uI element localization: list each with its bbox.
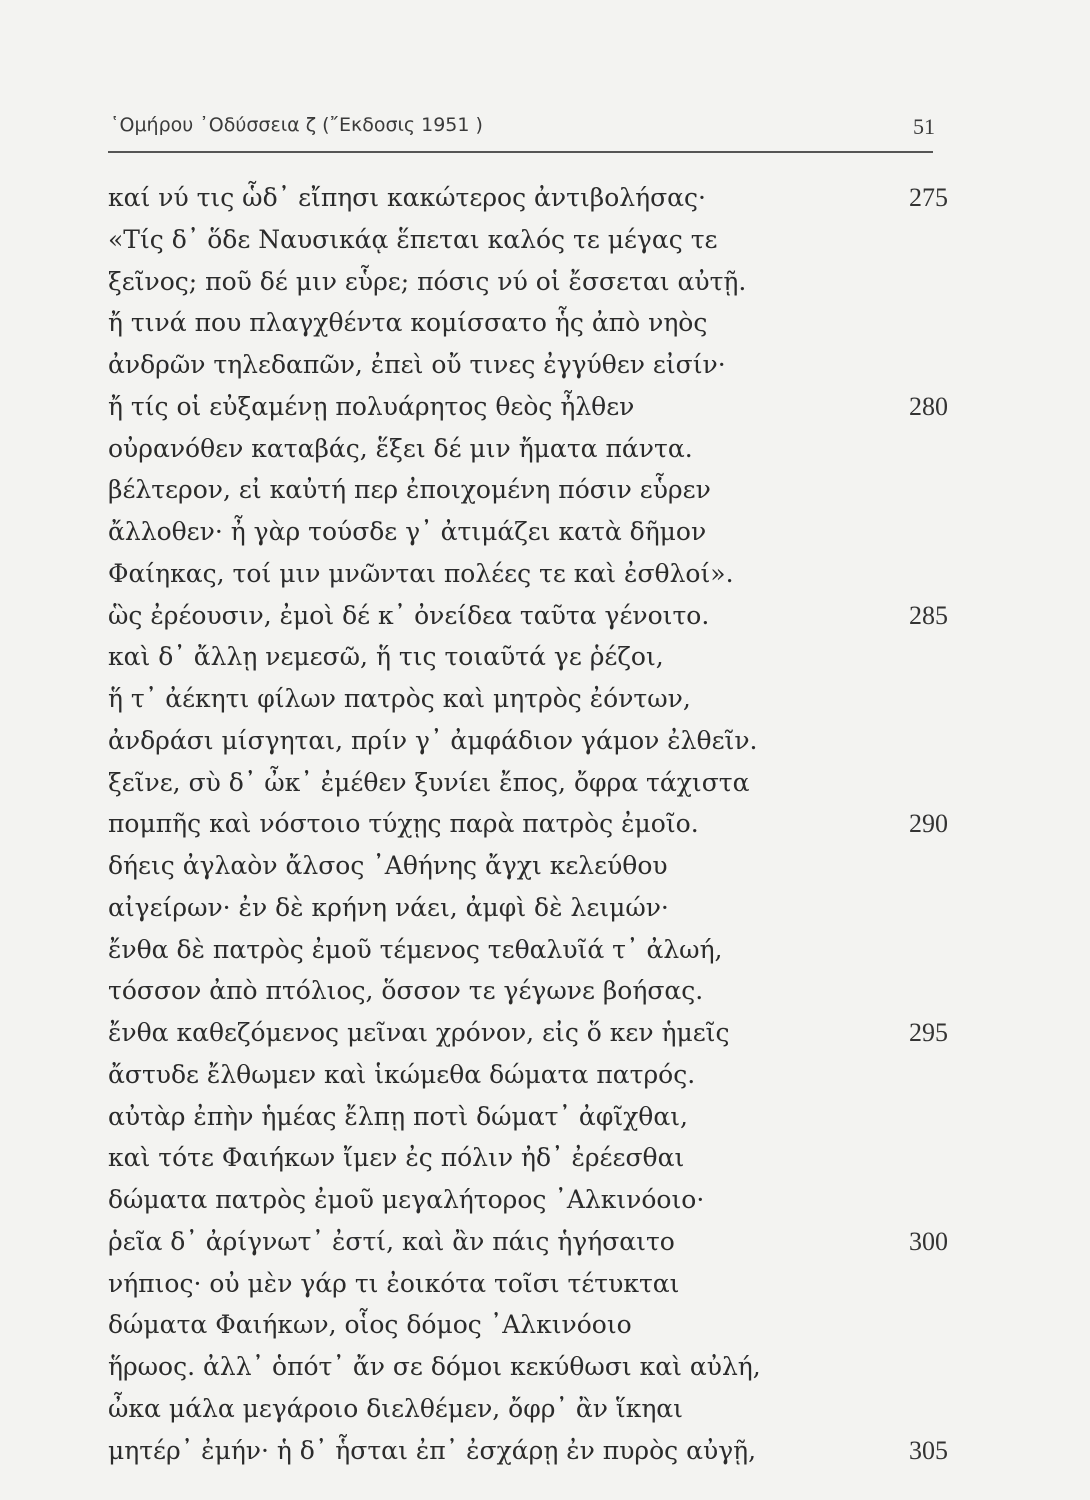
verse-text: πομπῆς καὶ νόστοιο τύχῃς παρὰ πατρὸς ἐμοῖο. <box>108 809 699 839</box>
verse-text: «Τίς δ᾿ ὅδε Ναυσικάᾳ ἕπεται καλός τε μέγας τε <box>108 224 718 254</box>
verse-line <box>108 1141 948 1183</box>
verse-line <box>108 265 948 307</box>
verse-line <box>108 849 948 891</box>
verse-text: βέλτερον, εἰ καὐτή περ ἐποιχομένη πόσιν εὗρεν <box>108 475 711 505</box>
verse-text: ἤ τινά που πλαγχθέντα κομίσσατο ἧς ἀπὸ νηὸς <box>108 308 708 338</box>
line-number: 275 <box>909 183 948 212</box>
verse-text: ὦκα μάλα μεγάροιο διελθέμεν, ὄφρ᾿ ἂν ἵκηαι <box>108 1393 683 1423</box>
verse-text: ἔνθα δὲ πατρὸς ἐμοῦ τέμενος τεθαλυῖά τ᾿ ἀλωή, <box>108 934 723 964</box>
verse-line <box>108 974 948 1016</box>
verse-line <box>108 348 948 390</box>
verse-line <box>108 640 948 682</box>
verse-line <box>108 557 948 599</box>
verse-line <box>108 766 948 808</box>
verse-text: ξεῖνε, σὺ δ᾿ ὦκ᾿ ἐμέθεν ξυνίει ἔπος, ὄφρα τάχιστα <box>108 767 750 797</box>
verse-line <box>108 891 948 933</box>
verse-text: ἥρωος. ἀλλ᾿ ὁπότ᾿ ἄν σε δόμοι κεκύθωσι καὶ αὐλή, <box>108 1352 761 1381</box>
verse-text: ἤ τίς οἱ εὐξαμένῃ πολυάρητος θεὸς ἦλθεν <box>108 391 635 421</box>
line-number: 305 <box>909 1435 948 1465</box>
verse-line <box>108 807 948 849</box>
verse-text: νήπιος· οὐ μὲν γάρ τι ἐοικότα τοῖσι τέτυκται <box>108 1268 680 1298</box>
verse-text: ξεῖνος; ποῦ δέ μιν εὗρε; πόσις νύ οἱ ἔσσεται αὐτῇ. <box>108 266 747 296</box>
verse-text: αὐτὰρ ἐπὴν ἡμέας ἔλπῃ ποτὶ δώματ᾿ ἀφῖχθαι, <box>108 1101 688 1131</box>
verse-line <box>108 724 948 766</box>
running-header <box>110 114 935 146</box>
verse-text: καὶ τότε Φαιήκων ἴμεν ἐς πόλιν ἠδ᾿ ἐρέεσθαι <box>108 1143 685 1173</box>
verse-block <box>108 181 948 1475</box>
verse-text: καί νύ τις ὧδ᾿ εἴπησι κακώτερος ἀντιβολήσας· <box>108 183 706 212</box>
verse-line <box>108 1392 948 1434</box>
verse-line <box>108 1100 948 1142</box>
verse-line <box>108 1434 948 1476</box>
verse-text: ἄλλοθεν· ἦ γὰρ τούσδε γ᾿ ἀτιμάζει κατὰ δῆμον <box>108 517 707 546</box>
verse-line <box>108 306 948 348</box>
verse-line <box>108 432 948 474</box>
header-title: ῾Ομήρου ᾿Οδύσσεια ζ (῎Εκδοσις 1951 ) <box>110 114 483 136</box>
verse-text: ἀνδρῶν τηλεδαπῶν, ἐπεὶ οὔ τινες ἐγγύθεν εἰσίν· <box>108 350 726 379</box>
verse-line <box>108 1308 948 1350</box>
verse-line <box>108 1225 948 1267</box>
verse-text: ῥεῖα δ᾿ ἀρίγνωτ᾿ ἐστί, καὶ ἂν πάις ἡγήσαιτο <box>108 1226 675 1256</box>
verse-text: ἀνδράσι μίσγηται, πρίν γ᾿ ἀμφάδιον γάμον ἐλθεῖν. <box>108 725 758 755</box>
page-number: 51 <box>913 114 935 139</box>
line-number: 280 <box>909 391 948 421</box>
verse-line <box>108 515 948 557</box>
verse-line <box>108 1267 948 1309</box>
verse-text: ὣς ἐρέουσιν, ἐμοὶ δέ κ᾿ ὀνείδεα ταῦτα γένοιτο. <box>108 600 710 630</box>
verse-text: δήεις ἀγλαὸν ἄλσος ᾿Αθήνης ἄγχι κελεύθου <box>108 851 668 880</box>
verse-line <box>108 223 948 265</box>
line-number: 300 <box>909 1226 948 1256</box>
verse-line <box>108 682 948 724</box>
verse-line <box>108 1183 948 1225</box>
line-number: 295 <box>909 1018 948 1047</box>
verse-text: μητέρ᾿ ἐμήν· ἡ δ᾿ ἧσται ἐπ᾿ ἐσχάρῃ ἐν πυρὸς αὐγῇ, <box>108 1435 757 1465</box>
verse-text: Φαίηκας, τοί μιν μνῶνται πολέες τε καὶ ἐσθλοί». <box>108 558 734 588</box>
verse-line <box>108 599 948 641</box>
header-rule <box>108 151 933 153</box>
line-number: 290 <box>909 809 948 839</box>
verse-line <box>108 933 948 975</box>
verse-line <box>108 1016 948 1058</box>
verse-line <box>108 390 948 432</box>
verse-text: ἥ τ᾿ ἀέκητι φίλων πατρὸς καὶ μητρὸς ἐόντων, <box>108 684 691 713</box>
verse-text: αἰγείρων· ἐν δὲ κρήνη νάει, ἀμφὶ δὲ λειμών· <box>108 892 669 922</box>
verse-line <box>108 1058 948 1100</box>
verse-line <box>108 181 948 223</box>
verse-text: τόσσον ἀπὸ πτόλιος, ὅσσον τε γέγωνε βοήσας. <box>108 976 704 1006</box>
verse-text: δώματα Φαιήκων, οἷος δόμος ᾿Αλκινόοιο <box>108 1310 632 1340</box>
verse-text: ἄστυδε ἔλθωμεν καὶ ἱκώμεθα δώματα πατρός. <box>108 1059 696 1089</box>
verse-text: δώματα πατρὸς ἐμοῦ μεγαλήτορος ᾿Αλκινόοιο· <box>108 1185 705 1214</box>
verse-text: καὶ δ᾿ ἄλλῃ νεμεσῶ, ἥ τις τοιαῦτά γε ῥέζοι, <box>108 642 664 672</box>
verse-line <box>108 1350 948 1392</box>
line-number: 285 <box>909 600 948 630</box>
verse-text: οὐρανόθεν καταβάς, ἕξει δέ μιν ἤματα πάντα. <box>108 433 693 463</box>
verse-line <box>108 473 948 515</box>
verse-text: ἔνθα καθεζόμενος μεῖναι χρόνον, εἰς ὅ κεν ἡμεῖς <box>108 1018 730 1047</box>
